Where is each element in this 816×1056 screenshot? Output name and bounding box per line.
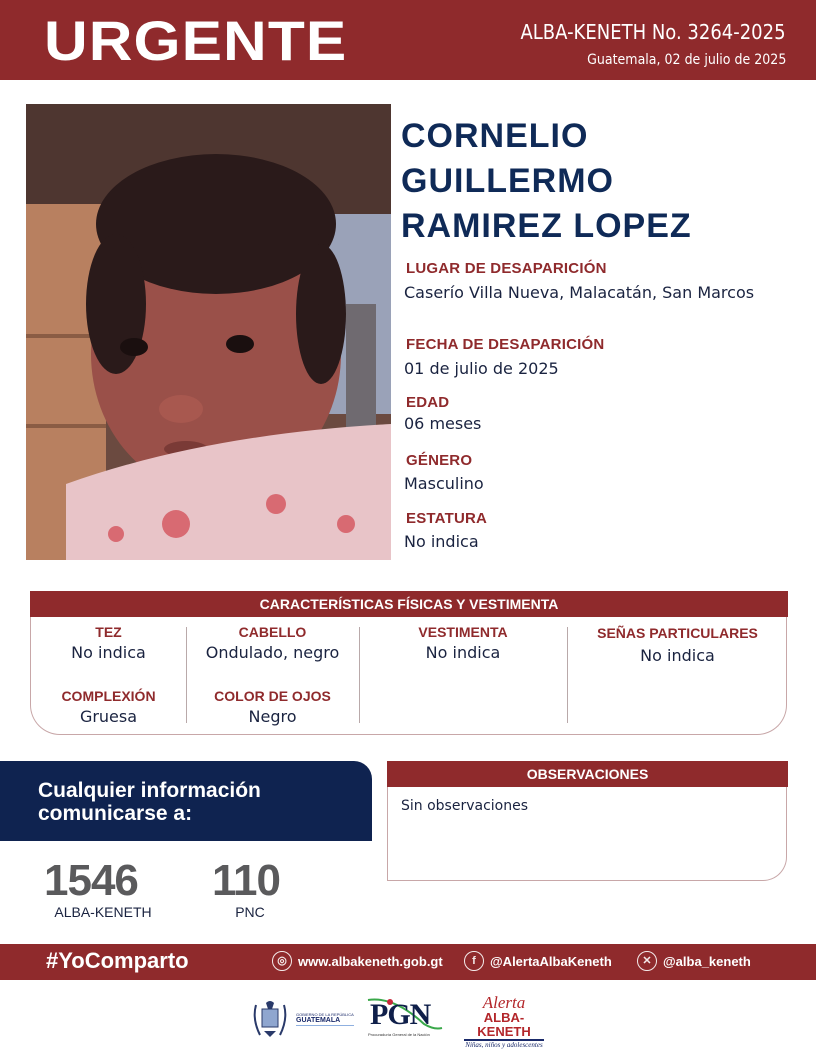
observations-text: Sin observaciones <box>401 798 529 814</box>
logo-pgn <box>364 994 444 1044</box>
x-link[interactable] <box>637 951 751 971</box>
missing-person-photo <box>26 104 391 560</box>
name-line-1: CORNELIO <box>401 117 589 155</box>
gob-text <box>296 1012 354 1026</box>
label-eye-color: COLOR DE OJOS <box>214 688 331 704</box>
value-height: No indica <box>404 532 479 551</box>
pgn-subtitle: Procuraduría General de la Nación <box>368 1032 430 1037</box>
facebook-link[interactable] <box>464 951 612 971</box>
x-text: @alba_keneth <box>663 953 751 969</box>
gob-small-text: GOBIERNO DE LA REPÚBLICA <box>296 1012 354 1017</box>
label-gender: GÉNERO <box>406 452 473 469</box>
value-build: Gruesa <box>79 707 138 726</box>
observations-title: OBSERVACIONES <box>387 761 788 787</box>
value-clothing: No indica <box>425 643 501 662</box>
value-place: Caserío Villa Nueva, Malacatán, San Marcos <box>404 283 755 302</box>
website-link[interactable] <box>272 951 443 971</box>
value-gender: Masculino <box>404 474 484 493</box>
label-marks: SEÑAS PARTICULARES <box>597 625 758 641</box>
ak-alerta-text: Alerta <box>482 993 526 1012</box>
phone-label-alba-keneth: ALBA-KENETH <box>54 904 152 920</box>
logo-gobierno-guatemala <box>250 994 360 1044</box>
facebook-icon: f <box>464 951 484 971</box>
value-hair: Ondulado, negro <box>205 643 340 662</box>
contact-text <box>38 779 261 825</box>
observations-box <box>387 761 787 881</box>
website-text: www.albakeneth.gob.gt <box>298 953 443 969</box>
label-age: EDAD <box>406 394 450 411</box>
label-build: COMPLEXIÓN <box>61 688 156 704</box>
label-height: ESTATURA <box>406 510 488 527</box>
photo-placeholder-icon <box>26 104 391 560</box>
column-divider <box>359 627 360 723</box>
name-line-2: GUILLERMO <box>401 162 614 200</box>
column-divider <box>567 627 568 723</box>
gob-big-text: GUATEMALA <box>296 1017 354 1026</box>
case-number: ALBA-KENETH No. 3264-2025 <box>520 20 786 44</box>
phone-label-pnc: PNC <box>235 904 265 920</box>
ak-name-text: ALBA-KENETH <box>464 1011 544 1041</box>
value-skin: No indica <box>71 643 146 662</box>
characteristics-title: CARACTERÍSTICAS FÍSICAS Y VESTIMENTA <box>30 591 788 617</box>
value-eye-color: Negro <box>248 707 297 726</box>
logo-alerta-alba-keneth <box>464 993 544 1049</box>
x-icon: ✕ <box>637 951 657 971</box>
hashtag: #YoComparto <box>46 948 189 973</box>
globe-icon: ◎ <box>272 951 292 971</box>
label-hair: CABELLO <box>238 624 307 640</box>
value-date: 01 de julio de 2025 <box>404 359 559 378</box>
pgn-text: PGN <box>370 998 431 1031</box>
characteristics-box <box>30 591 787 735</box>
ak-tagline-text: Niñas, niños y adolescentes <box>465 1041 543 1049</box>
contact-line-2: comunicarse a: <box>38 802 193 825</box>
value-age: 06 meses <box>404 414 482 433</box>
phone-alba-keneth[interactable]: 1546 <box>44 856 138 905</box>
coat-of-arms-icon <box>250 997 290 1041</box>
value-marks: No indica <box>640 646 715 665</box>
name-line-3: RAMIREZ LOPEZ <box>401 207 692 245</box>
facebook-text: @AlertaAlbaKeneth <box>490 953 612 969</box>
contact-line-1: Cualquier información <box>38 779 261 802</box>
case-date: Guatemala, 02 de julio de 2025 <box>586 52 786 68</box>
phone-pnc[interactable]: 110 <box>212 856 280 905</box>
label-skin: TEZ <box>95 624 122 640</box>
label-place: LUGAR DE DESAPARICIÓN <box>406 260 607 277</box>
urgent-title: URGENTE <box>44 9 348 72</box>
label-clothing: VESTIMENTA <box>418 624 508 640</box>
person-name <box>401 114 692 249</box>
label-date: FECHA DE DESAPARICIÓN <box>406 336 605 353</box>
